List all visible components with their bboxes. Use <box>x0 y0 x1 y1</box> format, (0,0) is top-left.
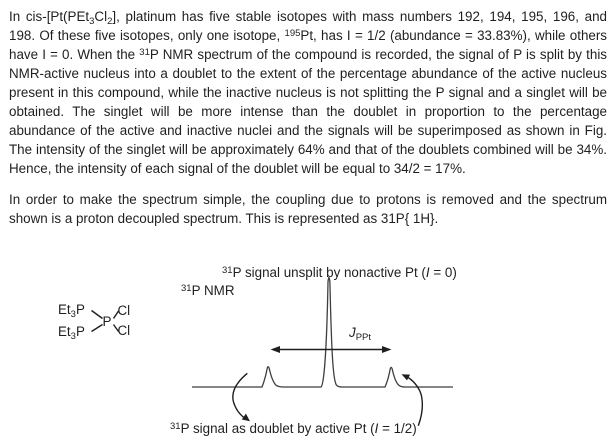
coupling-constant-label: $J_{PPt}$ <box>349 325 372 343</box>
structure-center-atom: P <box>102 314 112 329</box>
doublet-annotation: $^{31}$P signal as doublet by active Pt (I = 1/2) <box>170 421 417 436</box>
nmr-technique-label: $^{31}$P NMR <box>181 283 235 298</box>
arrowhead <box>402 374 411 380</box>
paragraph-decoupling: In order to make the spectrum simple, the coupling due to protons is removed and the spectrum shown is a proton decoupled spectrum. This is represented as 31P{ 1H}. <box>9 192 607 226</box>
article-text <box>9 7 607 228</box>
bond-line <box>92 311 103 319</box>
structure-cl-bottom: Cl <box>117 322 131 338</box>
structure-ligand-bottom: $Et_3P$ <box>58 324 85 342</box>
bond-line <box>92 325 103 332</box>
singlet-annotation: $^{31}$P signal unsplit by nonactive Pt (I = 0) <box>222 265 457 280</box>
arrowhead <box>382 346 392 353</box>
annotation-arrow-right <box>406 376 423 426</box>
paragraph-isotopes: In cis-[$Pt(PEt_3Cl_2]$, platinum has five stable isotopes with mass numbers 192, 194, 195, 196, and 198. Of these five isotopes, only one isotope, $^{195}$Pt, has I = 1/2 (abundance = 33.83%), while others have I = 0. When the $^{31}$P NMR spectrum of the compound is recorded, the signal of P is split by this NMR-active nucleus into a doublet to the extent of the percentage abundance of the active nucleus present in this compound, while the inactive nucleus is not splitting the P signal and a singlet will be obtained. The singlet will be more intense than the doublet in proportion to the percentage abundance of the active and inactive nuclei and the signals will be superimposed as shown in Fig. The intensity of the singlet will be approximately 64% and that of the doublets combined will be 34%. Hence, the intensity of each signal of the doublet will be equal to 34/2 = 17%. <box>9 9 607 176</box>
structure-cl-top: Cl <box>117 302 131 318</box>
arrowhead <box>271 346 281 353</box>
structure-ligand-top: $Et_3P$ <box>58 302 85 320</box>
annotation-arrow-left <box>233 373 247 419</box>
